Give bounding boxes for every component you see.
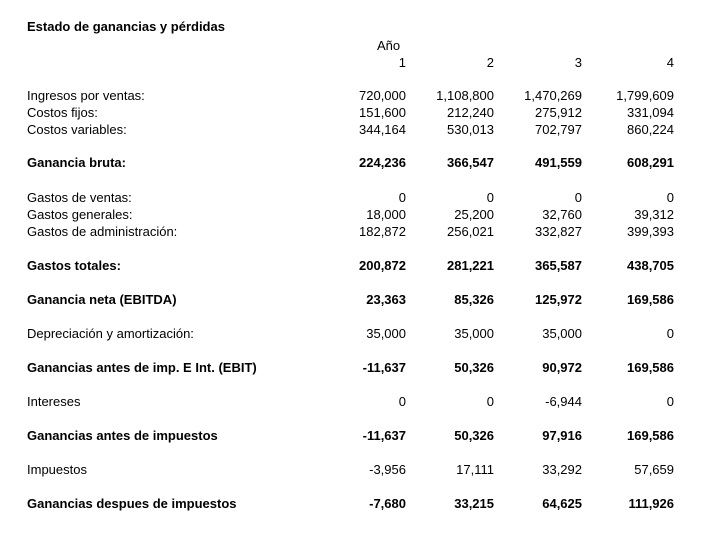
row-label: Ingresos por ventas: <box>27 88 145 103</box>
row-value-year-3: 35,000 <box>542 326 582 341</box>
row-value-year-3: 90,972 <box>542 360 582 375</box>
row-value-year-2: 35,000 <box>454 326 494 341</box>
row-value-year-3: 33,292 <box>542 462 582 477</box>
row-value-year-4: 608,291 <box>627 155 674 170</box>
row-value-year-1: 23,363 <box>366 292 406 307</box>
row-value-year-3: 1,470,269 <box>524 88 582 103</box>
table-row <box>0 326 720 343</box>
row-value-year-2: 0 <box>486 190 494 205</box>
row-value-year-1: 0 <box>398 190 406 205</box>
row-value-year-1: -7,680 <box>369 496 406 511</box>
table-row <box>0 224 720 241</box>
row-label: Ganancia neta (EBITDA) <box>27 292 177 307</box>
row-value-year-1: 182,872 <box>359 224 406 239</box>
row-value-year-2: 530,013 <box>447 122 494 137</box>
row-value-year-2: 212,240 <box>447 105 494 120</box>
row-value-year-4: 39,312 <box>634 207 674 222</box>
row-value-year-2: 17,111 <box>456 462 494 477</box>
row-value-year-1: 151,600 <box>359 105 406 120</box>
table-row <box>0 394 720 411</box>
row-value-year-2: 281,221 <box>447 258 494 273</box>
row-value-year-2: 0 <box>486 394 494 409</box>
row-value-year-3: 365,587 <box>535 258 582 273</box>
row-value-year-2: 85,326 <box>454 292 494 307</box>
column-header-2: 2 <box>486 55 494 70</box>
row-value-year-1: 224,236 <box>359 155 406 170</box>
row-label: Impuestos <box>27 462 87 477</box>
row-value-year-4: 0 <box>666 394 674 409</box>
row-label: Gastos totales: <box>27 258 121 273</box>
row-label: Gastos de administración: <box>27 224 178 239</box>
row-value-year-3: 97,916 <box>542 428 582 443</box>
row-label: Ganancias antes de imp. E Int. (EBIT) <box>27 360 257 375</box>
table-row <box>0 105 720 122</box>
row-value-year-4: 399,393 <box>627 224 674 239</box>
row-value-year-4: 1,799,609 <box>616 88 674 103</box>
table-row <box>0 258 720 275</box>
row-value-year-1: 35,000 <box>366 326 406 341</box>
row-value-year-1: 18,000 <box>366 207 406 222</box>
row-value-year-4: 169,586 <box>627 360 674 375</box>
row-value-year-1: -3,956 <box>369 462 406 477</box>
row-value-year-2: 1,108,800 <box>436 88 494 103</box>
row-value-year-3: 64,625 <box>542 496 582 511</box>
table-row <box>0 207 720 224</box>
table-row <box>0 88 720 105</box>
row-value-year-4: 111,926 <box>628 496 674 511</box>
row-label: Intereses <box>27 394 81 409</box>
row-value-year-2: 25,200 <box>454 207 494 222</box>
row-value-year-3: 32,760 <box>542 207 582 222</box>
column-header-3: 3 <box>574 55 582 70</box>
row-value-year-1: 0 <box>398 394 406 409</box>
row-value-year-3: 125,972 <box>535 292 582 307</box>
row-value-year-3: 702,797 <box>535 122 582 137</box>
row-value-year-2: 256,021 <box>447 224 494 239</box>
row-value-year-4: 860,224 <box>627 122 674 137</box>
row-value-year-4: 331,094 <box>627 105 674 120</box>
row-value-year-4: 169,586 <box>627 428 674 443</box>
row-label: Ganancias antes de impuestos <box>27 428 218 443</box>
row-value-year-4: 438,705 <box>627 258 674 273</box>
row-value-year-2: 50,326 <box>454 360 494 375</box>
table-row <box>0 292 720 309</box>
column-header-1: 1 <box>398 55 406 70</box>
row-label: Gastos de ventas: <box>27 190 132 205</box>
row-value-year-4: 0 <box>666 326 674 341</box>
table-row <box>0 122 720 139</box>
row-value-year-2: 50,326 <box>454 428 494 443</box>
column-header-4: 4 <box>666 55 674 70</box>
table-row <box>0 428 720 445</box>
row-value-year-3: 275,912 <box>535 105 582 120</box>
row-label: Costos variables: <box>27 122 127 137</box>
row-value-year-2: 366,547 <box>447 155 494 170</box>
row-value-year-1: 200,872 <box>359 258 406 273</box>
row-value-year-4: 57,659 <box>634 462 674 477</box>
row-label: Ganancias despues de impuestos <box>27 496 237 511</box>
table-row <box>0 496 720 513</box>
table-row <box>0 190 720 207</box>
row-value-year-3: 491,559 <box>535 155 582 170</box>
row-value-year-3: 0 <box>574 190 582 205</box>
table-row <box>0 462 720 479</box>
table-row <box>0 155 720 172</box>
row-value-year-4: 169,586 <box>627 292 674 307</box>
row-value-year-3: 332,827 <box>535 224 582 239</box>
row-value-year-1: 344,164 <box>359 122 406 137</box>
row-label: Gastos generales: <box>27 207 133 222</box>
row-value-year-1: -11,637 <box>362 360 406 375</box>
row-value-year-4: 0 <box>666 190 674 205</box>
row-value-year-1: -11,637 <box>362 428 406 443</box>
row-label: Ganancia bruta: <box>27 155 126 170</box>
row-label: Costos fijos: <box>27 105 98 120</box>
row-value-year-1: 720,000 <box>359 88 406 103</box>
year-header-label: Año <box>377 38 401 53</box>
row-value-year-3: -6,944 <box>545 394 582 409</box>
table-row <box>0 360 720 377</box>
row-label: Depreciación y amortización: <box>27 326 194 341</box>
row-value-year-2: 33,215 <box>454 496 494 511</box>
statement-title: Estado de ganancias y pérdidas <box>27 19 225 34</box>
